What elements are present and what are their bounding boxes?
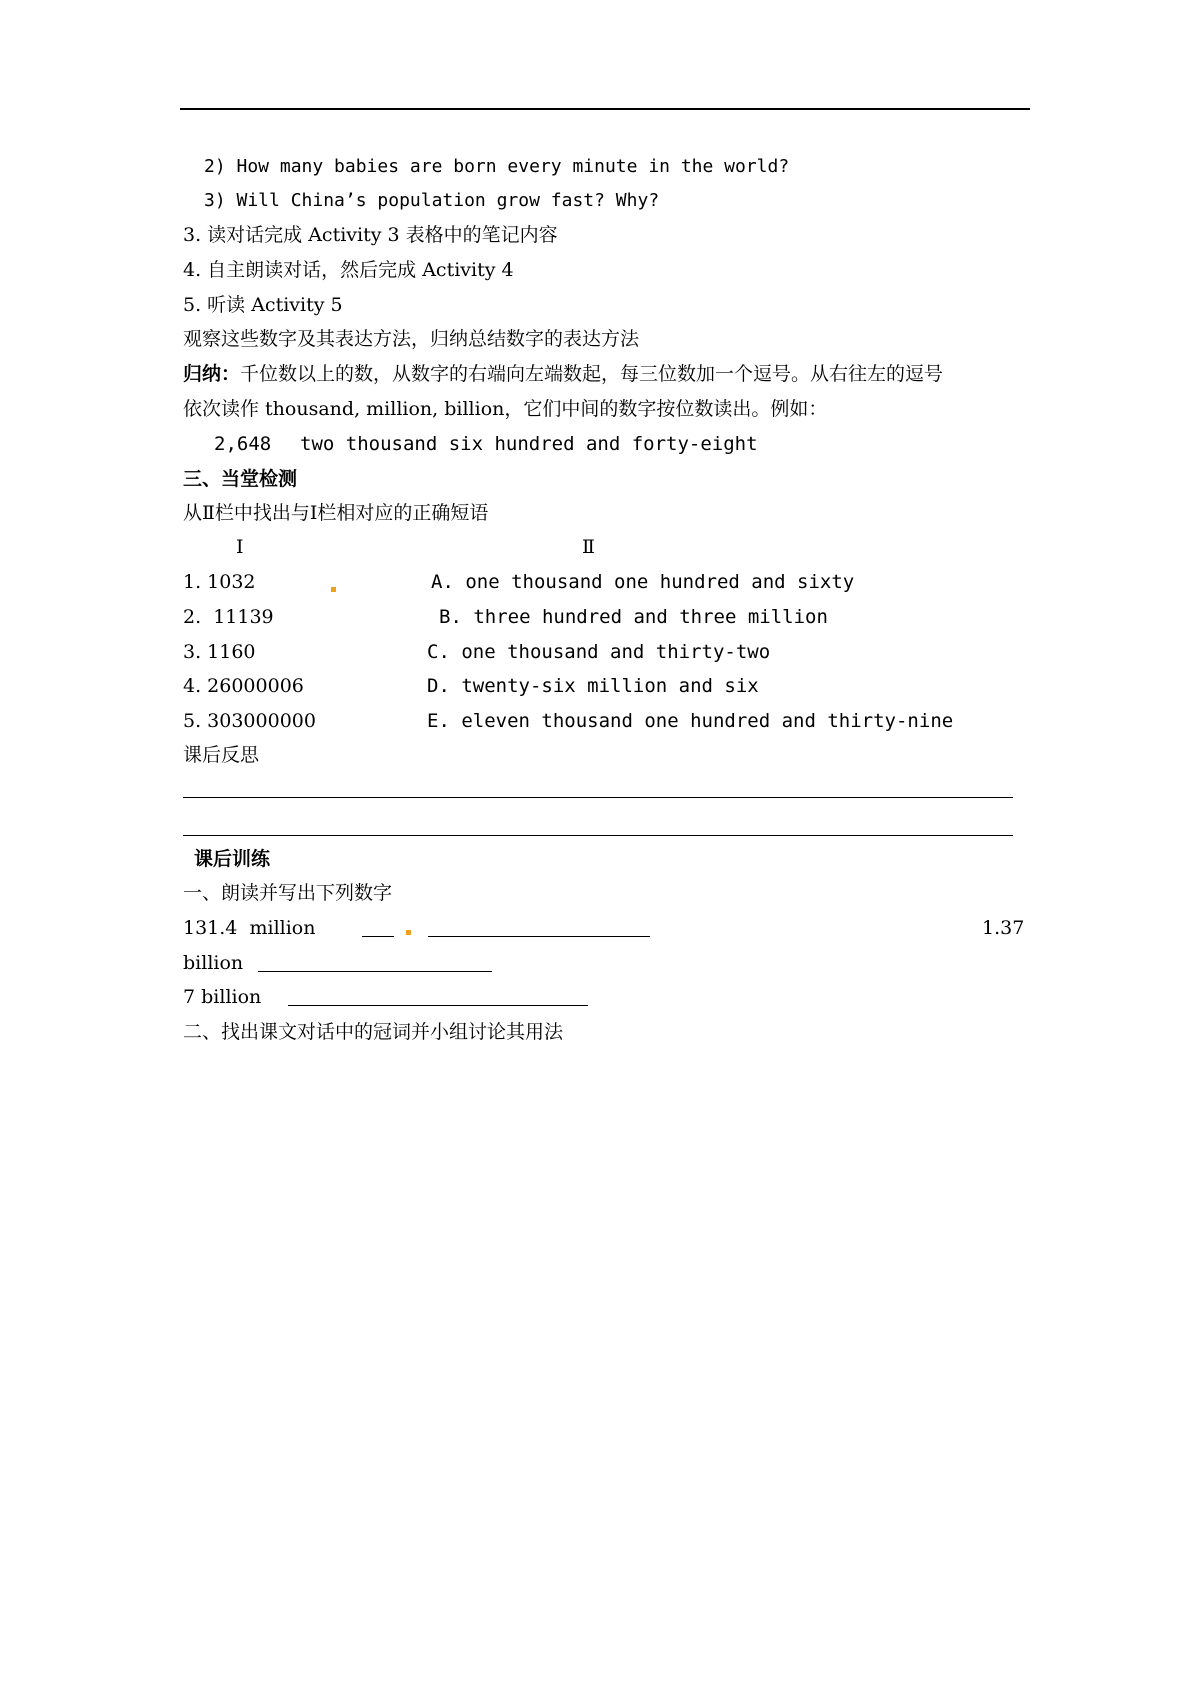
reflection-label: 课后反思 <box>183 744 260 766</box>
homework-title: 课后训练 <box>194 848 271 870</box>
homework-part-2: 二、找出课文对话中的冠词并小组讨论其用法 <box>183 1021 564 1043</box>
step-3: 3. 读对话完成 Activity 3 表格中的笔记内容 <box>183 224 558 246</box>
header-rule <box>180 108 1030 110</box>
homework-item-2-number: 1.37 <box>982 917 1025 939</box>
homework-item-1: 131.4 million <box>183 917 316 939</box>
answer-blank-3[interactable] <box>288 987 588 1006</box>
match-right-b: B. three hundred and three million <box>439 606 828 628</box>
reflection-line-2[interactable] <box>183 835 1013 836</box>
highlight-mark <box>331 587 336 592</box>
summary-label: 归纳： <box>183 363 241 385</box>
section-3-instruction: 从Ⅱ栏中找出与Ⅰ栏相对应的正确短语 <box>183 502 489 524</box>
match-left-5: 5. 303000000 <box>183 710 316 732</box>
highlight-mark-2 <box>406 930 411 935</box>
section-3-title: 三、当堂检测 <box>183 468 298 490</box>
summary-line-1 <box>183 361 943 387</box>
match-right-e: E. eleven thousand one hundred and thirty-nine <box>427 710 954 732</box>
step-5: 5. 听读 Activity 5 <box>183 294 343 316</box>
step-4: 4. 自主朗读对话，然后完成 Activity 4 <box>183 259 514 281</box>
column-1-header: Ⅰ <box>236 536 244 558</box>
answer-blank-1b[interactable] <box>428 918 650 937</box>
match-left-4: 4. 26000006 <box>183 675 304 697</box>
reflection-line-1[interactable] <box>183 797 1013 798</box>
column-2-header: Ⅱ <box>582 536 595 558</box>
answer-blank-1a[interactable] <box>362 918 394 937</box>
homework-part-1: 一、朗读并写出下列数字 <box>183 882 393 904</box>
match-left-3: 3. 1160 <box>183 641 256 663</box>
match-left-1: 1. 1032 <box>183 571 256 593</box>
match-right-c: C. one thousand and thirty-two <box>427 641 771 663</box>
homework-item-2-word: billion <box>183 952 244 974</box>
homework-item-3: 7 billion <box>183 986 262 1008</box>
summary-text-1: 千位数以上的数，从数字的右端向左端数起，每三位数加一个逗号。从右往左的逗号 <box>240 363 944 385</box>
question-3: 3) Will China’s population grow fast? Why? <box>204 190 660 211</box>
example-words: two thousand six hundred and forty-eight <box>300 433 758 455</box>
summary-text-2: 依次读作 thousand, million, billion，它们中间的数字按位数读出。例如： <box>183 398 828 420</box>
match-right-a: A. one thousand one hundred and sixty <box>431 571 855 593</box>
answer-blank-2[interactable] <box>258 953 492 972</box>
match-left-2: 2. 11139 <box>183 606 274 628</box>
question-2: 2) How many babies are born every minute in the world? <box>204 156 790 177</box>
observe-instruction: 观察这些数字及其表达方法，归纳总结数字的表达方法 <box>183 328 640 350</box>
match-right-d: D. twenty-six million and six <box>427 675 759 697</box>
example-number: 2,648 <box>214 433 272 455</box>
